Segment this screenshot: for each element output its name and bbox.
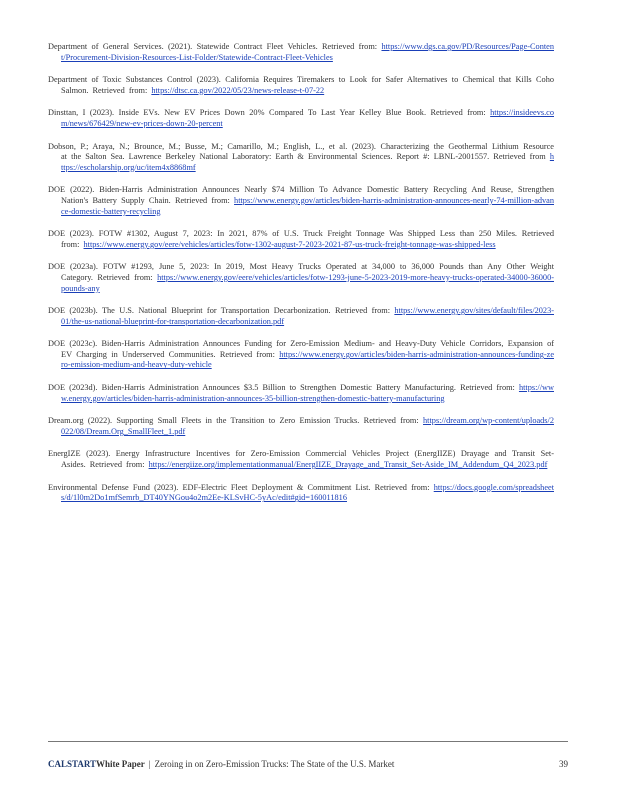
reference-link[interactable]: https://www.energy.gov/articles/biden-harris-administration-announces-nearly-74-million-advance-domestic-battery-recycling: [61, 195, 554, 216]
reference-link[interactable]: https://escholarship.org/uc/item4x8868mf: [61, 152, 554, 172]
page-number: 39: [559, 759, 568, 769]
reference-link[interactable]: https://www.energy.gov/articles/biden-harris-administration-announces-funding-zero-emission-medium-and-heavy-duty-vehicle: [61, 349, 554, 370]
reference-entry: [48, 142, 554, 174]
footer-title: Zeroing in on Zero-Emission Trucks: The State of the U.S. Market: [154, 759, 395, 769]
page-footer: [48, 759, 568, 769]
reference-text: Department of General Services. (2021). Statewide Contract Fleet Vehicles. Retrieved from:: [48, 42, 382, 51]
reference-text: Environmental Defense Fund (2023). EDF-Electric Fleet Deployment & Commitment List. Retrieved from:: [48, 482, 434, 492]
footer-divider: [48, 741, 568, 742]
reference-link[interactable]: https://dtsc.ca.gov/2022/05/23/news-release-t-07-22: [151, 85, 325, 95]
reference-text: DOE (2023). FOTW #1302, August 7, 2023: In 2021, 87% of U.S. Truck Freight Tonnage Was Shipped Less than 250 Miles. Retrieved from:: [48, 229, 554, 249]
reference-text: Dream.org (2022). Supporting Small Fleets in the Transition to Zero Emission Trucks. Retrieved from:: [48, 416, 424, 426]
reference-entry: [48, 185, 554, 217]
reference-text: DOE (2023a). FOTW #1293, June 5, 2023: In 2019, Most Heavy Trucks Operated at 34,000 to 36,000 Pounds than Any Other Weight Category. Retrieved from:: [48, 262, 554, 282]
reference-link[interactable]: https://www.energy.gov/sites/default/files/2023-01/the-us-national-blueprint-for-transportation-decarbonization.pdf: [61, 306, 554, 326]
reference-text: DOE (2023d). Biden-Harris Administration Announces $3.5 Billion to Strengthen Domestic Battery Manufacturing. Retrieved from:: [48, 383, 519, 393]
reference-entry: [48, 416, 554, 437]
reference-text: Dinsttan, I (2023). Inside EVs. New EV Prices Down 20% Compared To Last Year Kelley Blue Book. Retrieved from:: [48, 108, 491, 118]
reference-entry: [48, 75, 554, 96]
reference-entry: [48, 108, 554, 129]
reference-text: DOE (2022). Biden-Harris Administration Announces Nearly $74 Million To Advance Domestic Battery Recycling And Reuse, Strengthen Nation's Battery Supply Chain. Retrieved from:: [48, 185, 554, 205]
reference-link[interactable]: https://www.energy.gov/articles/biden-harris-administration-announces-35-billion-strengthen-domestic-battery-manufacturing: [61, 383, 554, 403]
references-list: [48, 42, 554, 516]
reference-text: EnergIZE (2023). Energy Infrastructure Incentives for Zero-Emission Commercial Vehicles Project (EnergIIZE) Drayage and Transit Set-Asides. Retrieved from:: [48, 449, 554, 470]
reference-link[interactable]: https://energiize.org/implementationmanual/EnergIIZE_Drayage_and_Transit_Set-Aside_IM_Addendum_Q4_2023.pdf: [148, 460, 548, 470]
reference-entry: [48, 383, 554, 404]
footer-brand: CALSTART: [48, 759, 97, 769]
reference-text: DOE (2023b). The U.S. National Blueprint for Transportation Decarbonization. Retrieved from:: [48, 306, 395, 316]
reference-text: Dobson, P.; Araya, N.; Brounce, M.; Busse, M.; Camarillo, M.; English, L., et al. (2023). Characterizing the Geothermal Lithium Resource at the Salton Sea. Lawrence Berkeley National Laboratory: Earth & Environmental Sciences. Report #: LBNL-2001557. Retrieved from: [48, 141, 554, 162]
reference-link[interactable]: https://dream.org/wp-content/uploads/2022/08/Dream.Org_SmallFleet_1.pdf: [61, 416, 554, 436]
reference-link[interactable]: https://www.dgs.ca.gov/PD/Resources/Page-Content/Procurement-Division-Resources-List-Folder/Statewide-Contract-Fleet-Vehicles: [61, 42, 554, 62]
reference-link[interactable]: https://www.energy.gov/eere/vehicles/articles/fotw-1302-august-7-2023-2021-87-us-truck-freight-tonnage-was-shipped-less: [83, 239, 496, 249]
reference-link[interactable]: https://docs.google.com/spreadsheets/d/1l0m2Do1mfSemrb_DT40YNGou4o2m2Ee-KLSvHC-5yAc/edit#gid=160011816: [61, 482, 554, 503]
reference-entry: [48, 483, 554, 504]
reference-entry: [48, 229, 554, 250]
reference-entry: [48, 449, 554, 470]
reference-entry: [48, 339, 554, 371]
reference-link[interactable]: https://insideevs.com/news/676429/new-ev-prices-down-20-percent: [61, 108, 554, 128]
reference-entry: [48, 262, 554, 294]
reference-text: DOE (2023c). Biden-Harris Administration Announces Funding for Zero-Emission Medium- and Heavy-Duty Vehicle Corridors, Expansion of EV Charging in Underserved Communities. Retrieved from:: [48, 339, 554, 359]
footer-doc-type: White Paper: [96, 759, 145, 769]
footer-separator: |: [148, 759, 151, 769]
reference-entry: [48, 42, 554, 63]
reference-link[interactable]: https://www.energy.gov/eere/vehicles/articles/fotw-1293-june-5-2023-2019-more-heavy-trucks-operated-34000-36000-pounds-any: [61, 272, 554, 293]
reference-text: Department of Toxic Substances Control (2023). California Requires Tiremakers to Look for Safer Alternatives to Chemical that Kills Coho Salmon. Retrieved from:: [48, 75, 554, 95]
reference-entry: [48, 306, 554, 327]
